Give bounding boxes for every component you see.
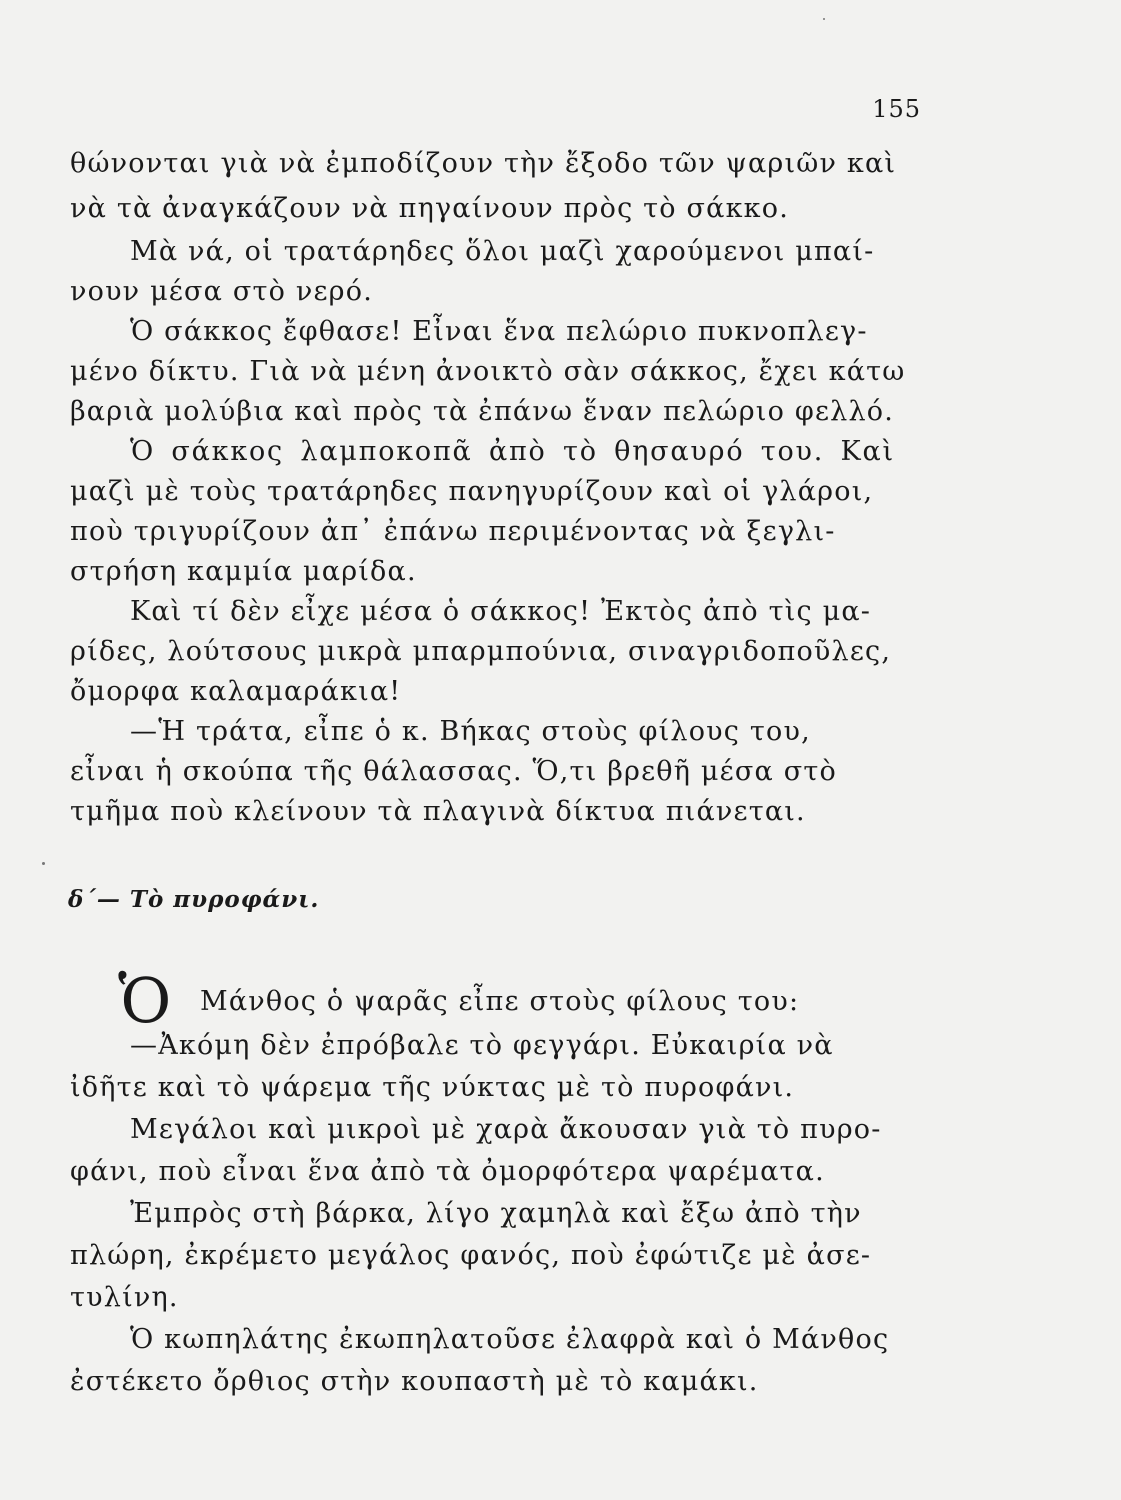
text-line: ρίδες, λούτσους μικρὰ μπαρμπούνια, σιναγριδοποῦλες,	[70, 636, 892, 667]
text-line: φάνι, ποὺ εἶναι ἕνα ἀπὸ τὰ ὀμορφότερα ψαρέματα.	[70, 1156, 825, 1187]
text-line: ἐστέκετο ὄρθιος στὴν κουπαστὴ μὲ τὸ καμάκι.	[70, 1366, 759, 1397]
page-number: 155	[872, 95, 921, 123]
text-line: τμῆμα ποὺ κλείνουν τὰ πλαγινὰ δίκτυα πιάνεται.	[70, 796, 806, 827]
text-line: νὰ τὰ ἀναγκάζουν νὰ πηγαίνουν πρὸς τὸ σάκκο.	[70, 193, 789, 224]
text-line: στρήση καμμία μαρίδα.	[70, 556, 417, 587]
text-line: Μὰ νά, οἱ τρατάρηδες ὅλοι μαζὶ χαρούμενοι μπαί-	[130, 236, 875, 267]
text-line: μαζὶ μὲ τοὺς τρατάρηδες πανηγυρίζουν καὶ οἱ γλάροι,	[70, 476, 874, 507]
text-line: νουν μέσα στὸ νερό.	[70, 276, 373, 307]
text-line: βαριὰ μολύβια καὶ πρὸς τὰ ἐπάνω ἕναν πελώριο φελλό.	[70, 396, 894, 427]
text-line: Ὁ κωπηλάτης ἐκωπηλατοῦσε ἐλαφρὰ καὶ ὁ Μάνθος	[130, 1324, 890, 1355]
text-line: τυλίνη.	[70, 1282, 179, 1313]
text-line: Ὁ σάκκος ἔφθασε! Εἶναι ἕνα πελώριο πυκνοπλεγ-	[130, 316, 868, 347]
scan-speck	[42, 862, 45, 865]
dropcap-letter: Ὁ	[118, 964, 172, 1037]
text-line: Μάνθος ὁ ψαρᾶς εἶπε στοὺς φίλους του:	[200, 986, 800, 1017]
text-line: —Ἀκόμη δὲν ἐπρόβαλε τὸ φεγγάρι. Εὐκαιρία νὰ	[130, 1030, 834, 1061]
text-line: —Ἡ τράτα, εἶπε ὁ κ. Βήκας στοὺς φίλους του,	[130, 716, 811, 747]
text-line: θώνονται γιὰ νὰ ἐμποδίζουν τὴν ἔξοδο τῶν ψαριῶν καὶ	[70, 148, 897, 179]
text-line: μένο δίκτυ. Γιὰ νὰ μένη ἀνοικτὸ σὰν σάκκος, ἔχει κάτω	[70, 356, 906, 387]
text-line: Μεγάλοι καὶ μικροὶ μὲ χαρὰ ἄκουσαν γιὰ τὸ πυρο-	[130, 1114, 882, 1145]
scan-speck	[823, 18, 825, 20]
text-line: Καὶ τί δὲν εἶχε μέσα ὁ σάκκος! Ἐκτὸς ἀπὸ τὶς μα-	[130, 596, 872, 627]
section-heading: δ΄— Τὸ πυροφάνι.	[68, 886, 320, 913]
text-line: εἶναι ἡ σκούπα τῆς θάλασσας. Ὅ,τι βρεθῆ μέσα στὸ	[70, 756, 837, 787]
text-line: Ὁ σάκκος λαμποκοπᾶ ἀπὸ τὸ θησαυρό του. Καὶ	[130, 436, 895, 467]
text-line: πλώρη, ἐκρέμετο μεγάλος φανός, ποὺ ἐφώτιζε μὲ ἀσε-	[70, 1240, 872, 1271]
text-line: ὄμορφα καλαμαράκια!	[70, 676, 402, 707]
text-line: ποὺ τριγυρίζουν ἀπ᾽ ἐπάνω περιμένοντας νὰ ξεγλι-	[70, 516, 836, 547]
text-line: ἰδῆτε καὶ τὸ ψάρεμα τῆς νύκτας μὲ τὸ πυροφάνι.	[70, 1072, 795, 1103]
text-line: Ἐμπρὸς στὴ βάρκα, λίγο χαμηλὰ καὶ ἔξω ἀπὸ τὴν	[130, 1198, 862, 1229]
